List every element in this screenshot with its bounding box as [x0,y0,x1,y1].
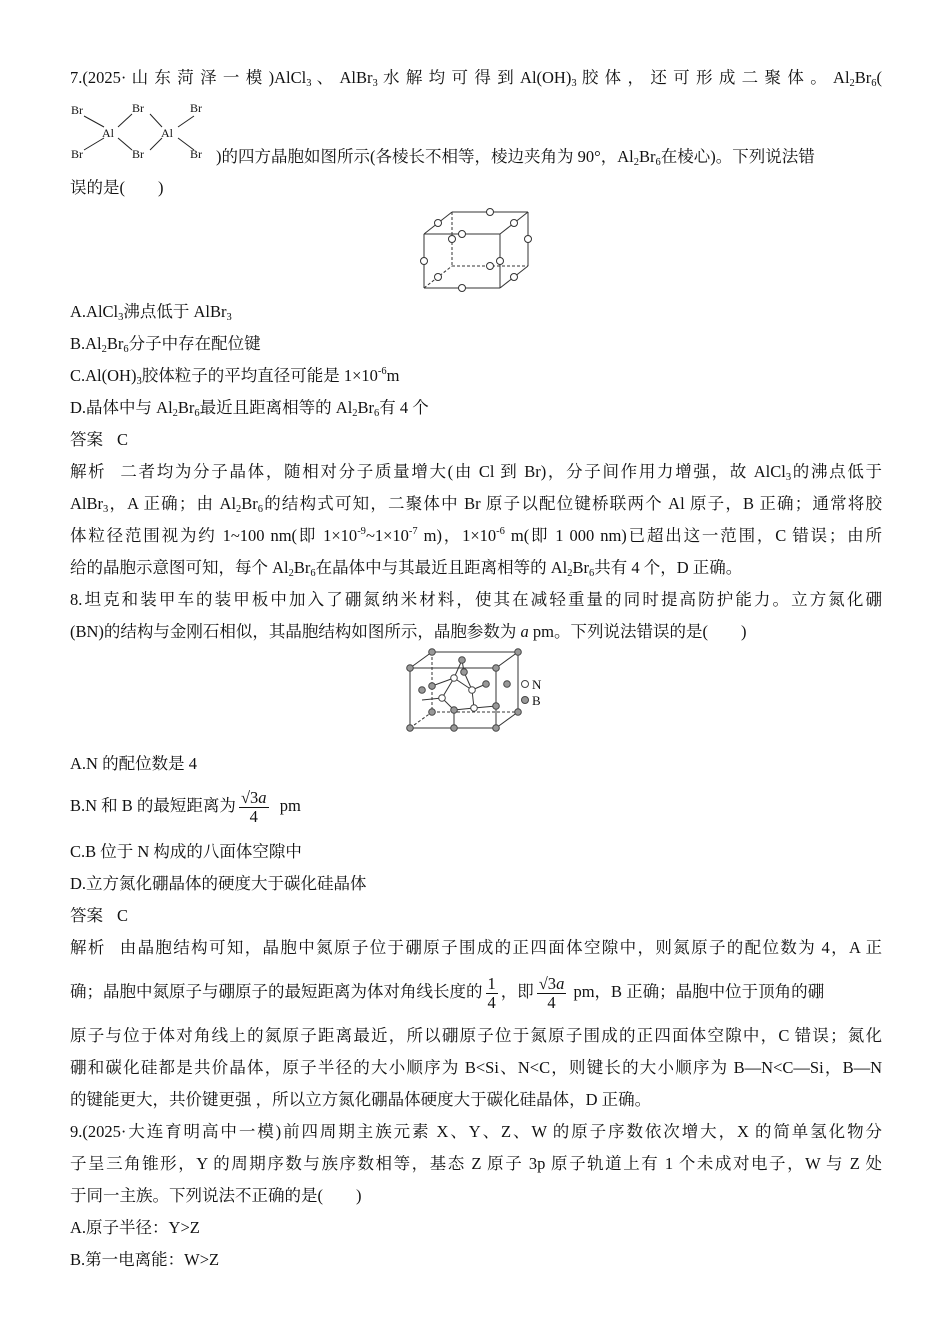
tetragonal-cell-figure [416,206,538,292]
q9-stem-line3: 于同一主族。下列说法不正确的是( ) [70,1186,362,1205]
q7-option-a: A.AlCl$_3$沸点低于 AlBr$_3$ [70,302,232,323]
q8-explanation-line1: 解析 由晶胞结构可知，晶胞中氮原子位于硼原子围成的正四面体空隙中，则氮原子的配位数为 4，A 正 [70,938,882,957]
q7-option-b: $B.Al_2Br_6$分子中存在配位键 [70,334,261,355]
q8-explanation-line4: 硼和碳化硅都是共价晶体，原子半径的大小顺序为 B<Si、N<C，则键长的大小顺序为 B—N<C—Si，B—N [70,1058,882,1077]
q7-stem-line1: 7.(2025· 山 东 菏 泽 一 模 )AlCl$_3$ 、 AlBr$_3$ 水 解 均 可 得 到 $Al(OH)_3$ 胶 体 ， 还 可 形 成 二 聚 体 。 $Al_2Br_6$( [70,68,883,89]
q8-stem-line2: (BN)的结构与金刚石相似，其晶胞结构如图所示，晶胞参数为 a pm。下列说法错误的是( ) [70,622,747,641]
q8-option-a: A.N 的配位数是 4 [70,754,197,773]
struct-br-1: Br [71,103,83,117]
q8-explanation-line2: 确；晶胞中氮原子与硼原子的最短距离为体对角线长度的 $\frac{1}{4}$ ，即 $\frac{√3a}{4}$ pm，B 正确；晶胞中位于顶角的硼 [70,973,825,1012]
struct-br-2: Br [132,101,144,115]
q8-explanation-line5: 的键能更大，共价键更强 ，所以立方氮化硼晶体硬度大于碳化硅晶体，D 正确。 [70,1090,652,1109]
q8-option-c: C.B 位于 N 构成的八面体空隙中 [70,842,302,861]
struct-al-2: Al [161,126,173,140]
q7-explanation-line2: AlBr$_3$，A 正确；由 $Al_2Br_6$的结构式可知，二聚体中 Br 原子以配位键桥联两个 Al 原子，B 正确；通常将胶 [70,494,882,515]
q7-stem-line2: )的四方晶胞如图所示(各棱长不相等，棱边夹角为 90°，$Al_2Br_6$在棱心)。下列说法错 [216,147,815,168]
q8-answer: 答案 C [70,906,129,925]
q7-answer: 答案 C [70,430,129,449]
q8-option-d: D.立方氮化硼晶体的硬度大于碳化硅晶体 [70,874,367,893]
q8-explanation-line3: 原子与位于体对角线上的氮原子距离最近，所以硼原子位于氮原子围成的正四面体空隙中，C 错误；氮化 [70,1026,882,1045]
struct-br-6: Br [190,147,202,161]
q9-option-a: A.原子半径：Y>Z [70,1218,200,1237]
q7-stem-line3: 误的是( ) [70,178,164,197]
struct-br-4: Br [71,147,83,161]
q9-stem-line2: 子呈三角锥形，Y 的周期序数与族序数相等，基态 Z 原子 3p 原子轨道上有 1 个未成对电子，W 与 Z 处 [70,1154,882,1173]
q9-option-b: B.第一电离能：W>Z [70,1250,220,1269]
struct-br-5: Br [132,147,144,161]
q7-explanation-line1: 解析 二者均为分子晶体，随相对分子质量增大(由 Cl 到 Br)，分子间作用力增强，故 AlCl$_3$的沸点低于 [70,462,883,483]
legend-b-label: B [532,693,541,708]
q7-explanation-line3: 体粒径范围视为约 1~100 nm(即 $1\times 10^{-9}\sim 1\times 10^{-7}$ m)，$1\times 10^{-6}$ m(即 1 000 nm)已超出这一范围，C 错误；由所 [70,526,882,545]
legend-n-label: N [532,677,542,692]
q7-option-c: $C.Al(OH)_3$胶体粒子的平均直径可能是 $1\times 10^{-6}m$ [70,366,400,387]
q7-option-d: D.晶体中与 $Al_2Br_6$最近且距离相等的 $Al_2Br_6$有 4 个 [70,398,429,419]
q9-stem-line1: 9.(2025·大连育明高中一模)前四周期主族元素 X、Y、Z、W 的原子序数依次增大，X 的简单氢化物分 [70,1122,882,1141]
q8-option-b-fraction: $\frac{√3a}{4}$ [240,787,267,826]
struct-br-3: Br [190,101,202,115]
bn-unit-cell-figure [402,648,552,740]
struct-al-1: Al [102,126,114,140]
q8-stem-line1: 8.坦克和装甲车的装甲板中加入了硼氮纳米材料，使其在减轻重量的同时提高防护能力。立方氮化硼 [70,590,882,609]
q7-explanation-line4: 给的晶胞示意图可知，每个 $Al_2Br_6$在晶体中与其最近且距离相等的 $Al_2Br_6$共有 4 个，D 正确。 [70,558,743,579]
q8-option-b: B.N 和 B 的最短距离为 $\frac{√3a}{4}$ pm [70,787,301,826]
al2br6-structure-diagram [66,94,216,166]
